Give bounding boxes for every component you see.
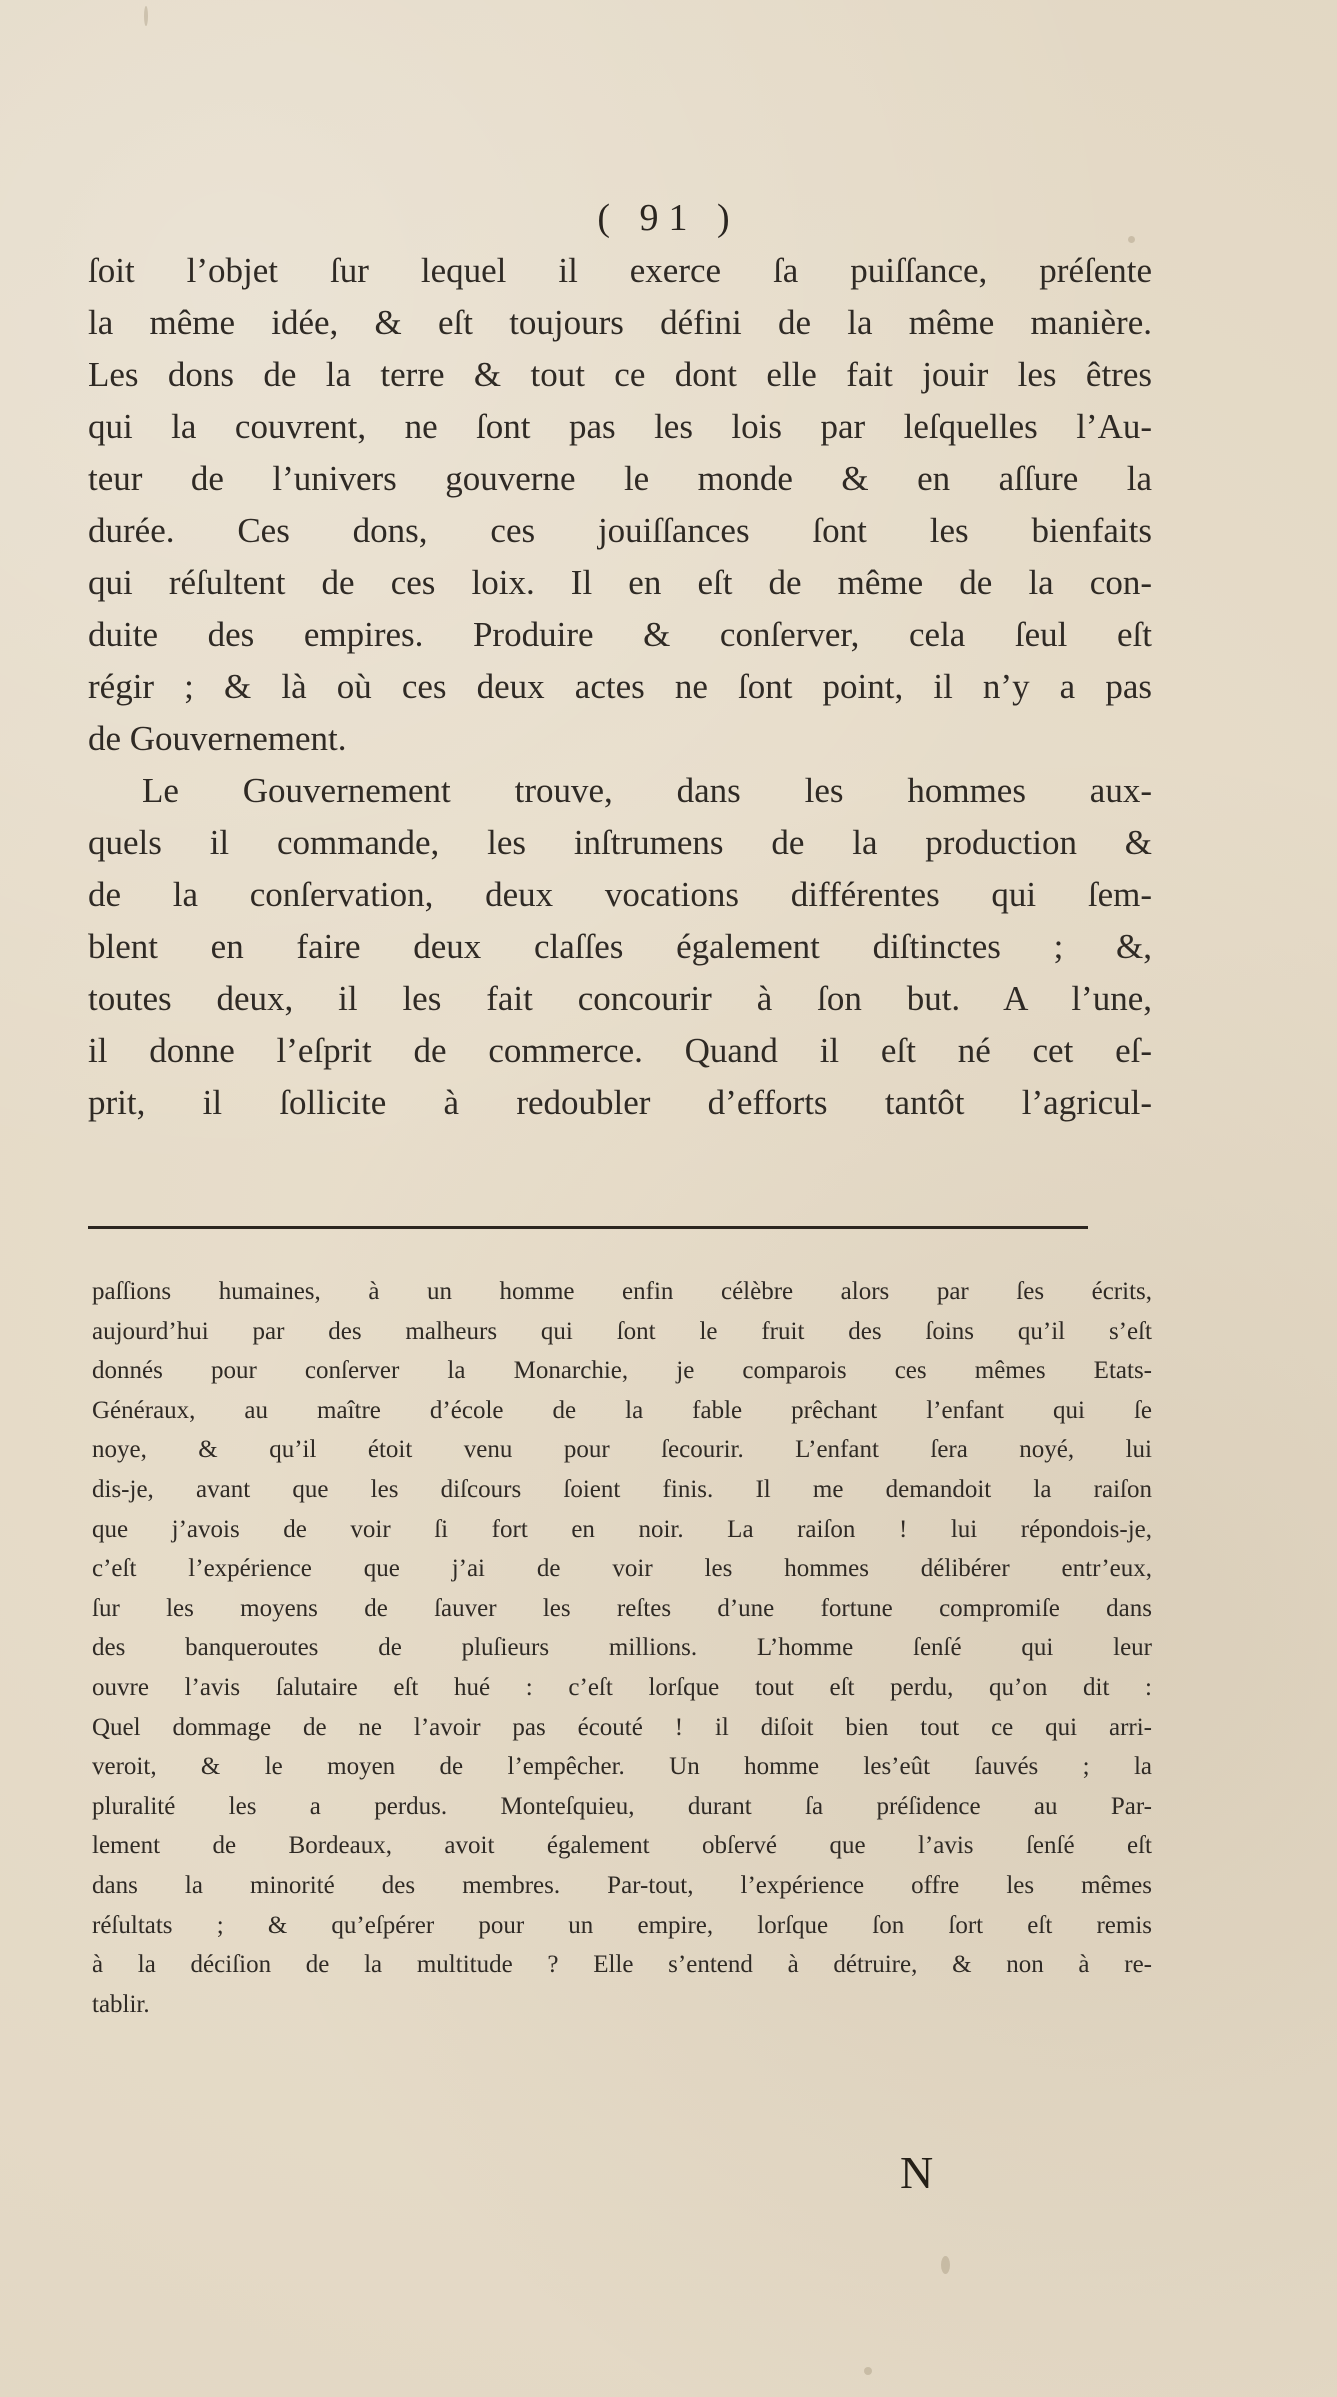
paper-spot <box>864 2367 872 2375</box>
footnote-line: Généraux, au maître d’école de la fable prêchant l’enfant qui ſe <box>92 1396 1152 1424</box>
main-text-line: ſoit l’objet ſur lequel il exerce ſa puiſſance, préſente <box>88 251 1152 290</box>
main-text-line: quels il commande, les inſtrumens de la production & <box>88 823 1152 862</box>
footnote-line: ſur les moyens de ſauver les reſtes d’une fortune compromiſe dans <box>92 1594 1152 1622</box>
main-text-line: de Gouvernement. <box>88 719 347 758</box>
footnote-line: que j’avois de voir ſi fort en noir. La raiſon ! lui répondois-je, <box>92 1515 1152 1543</box>
footnote-block <box>92 1272 1152 2024</box>
footnote-line: lement de Bordeaux, avoit également obſervé que l’avis ſenſé eſt <box>92 1832 1152 1860</box>
paper-spot <box>1128 236 1135 243</box>
main-text-line: Les dons de la terre & tout ce dont elle fait jouir les êtres <box>88 355 1152 394</box>
main-text-line: de la conſervation, deux vocations différentes qui ſem- <box>88 875 1152 914</box>
footnote-line: dans la minorité des membres. Par-tout, l’expérience offre les mêmes <box>92 1871 1152 1899</box>
main-text-line: toutes deux, il les fait concourir à ſon but. A l’une, <box>88 979 1152 1018</box>
footnote-line: pluralité les a perdus. Monteſquieu, durant ſa préſidence au Par- <box>92 1792 1152 1820</box>
footnote-line: à la déciſion de la multitude ? Elle s’entend à détruire, & non à re- <box>92 1951 1152 1979</box>
main-text-line: prit, il ſollicite à redoubler d’efforts tantôt l’agricul- <box>88 1083 1152 1122</box>
paper-spot <box>144 6 148 26</box>
footnote-line: ouvre l’avis ſalutaire eſt hué : c’eſt lorſque tout eſt perdu, qu’on dit : <box>92 1673 1152 1701</box>
footnote-line: des banqueroutes de pluſieurs millions. L’homme ſenſé qui leur <box>92 1634 1152 1662</box>
main-text-line: blent en faire deux claſſes également diſtinctes ; &, <box>88 927 1152 966</box>
footnote-line: Quel dommage de ne l’avoir pas écouté ! il diſoit bien tout ce qui arri- <box>92 1713 1152 1741</box>
footnote-line: donnés pour conſerver la Monarchie, je comparois ces mêmes Etats- <box>92 1357 1152 1385</box>
footnote-line: veroit, & le moyen de l’empêcher. Un homme les’eût ſauvés ; la <box>92 1753 1152 1781</box>
main-text-line: teur de l’univers gouverne le monde & en aſſure la <box>88 459 1152 498</box>
main-text-line: Le Gouvernement trouve, dans les hommes aux- <box>142 771 1152 810</box>
footnote-line: noye, & qu’il étoit venu pour ſecourir. L’enfant ſera noyé, lui <box>92 1436 1152 1464</box>
page-number-header: ( 91 ) <box>597 197 740 239</box>
footnote-line: réſultats ; & qu’eſpérer pour un empire, lorſque ſon ſort eſt remis <box>92 1911 1152 1939</box>
main-text-block <box>88 245 1152 1129</box>
footnote-line: paſſions humaines, à un homme enfin célèbre alors par ſes écrits, <box>92 1278 1152 1305</box>
main-text-line: qui la couvrent, ne ſont pas les lois par leſquelles l’Au- <box>88 407 1152 446</box>
footnote-line: dis-je, avant que les diſcours ſoient finis. Il me demandoit la raiſon <box>92 1475 1152 1503</box>
footnote-line: aujourd’hui par des malheurs qui ſont le fruit des ſoins qu’il s’eſt <box>92 1317 1152 1345</box>
signature-mark: N <box>900 2147 934 2198</box>
main-text-line: il donne l’eſprit de commerce. Quand il eſt né cet eſ- <box>88 1031 1152 1070</box>
main-text-line: qui réſultent de ces loix. Il en eſt de même de la con- <box>88 563 1152 602</box>
footnote-divider <box>88 1226 1088 1229</box>
footnote-line: tablir. <box>92 1990 150 2018</box>
main-text-line: la même idée, & eſt toujours défini de la même manière. <box>88 303 1152 342</box>
footnote-line: c’eſt l’expérience que j’ai de voir les hommes délibérer entr’eux, <box>92 1555 1152 1583</box>
paper-spot <box>941 2256 950 2274</box>
main-text-line: durée. Ces dons, ces jouiſſances ſont les bienfaits <box>88 511 1152 550</box>
main-text-line: duite des empires. Produire & conſerver, cela ſeul eſt <box>88 615 1152 654</box>
main-text-line: régir ; & là où ces deux actes ne ſont point, il n’y a pas <box>88 667 1152 706</box>
